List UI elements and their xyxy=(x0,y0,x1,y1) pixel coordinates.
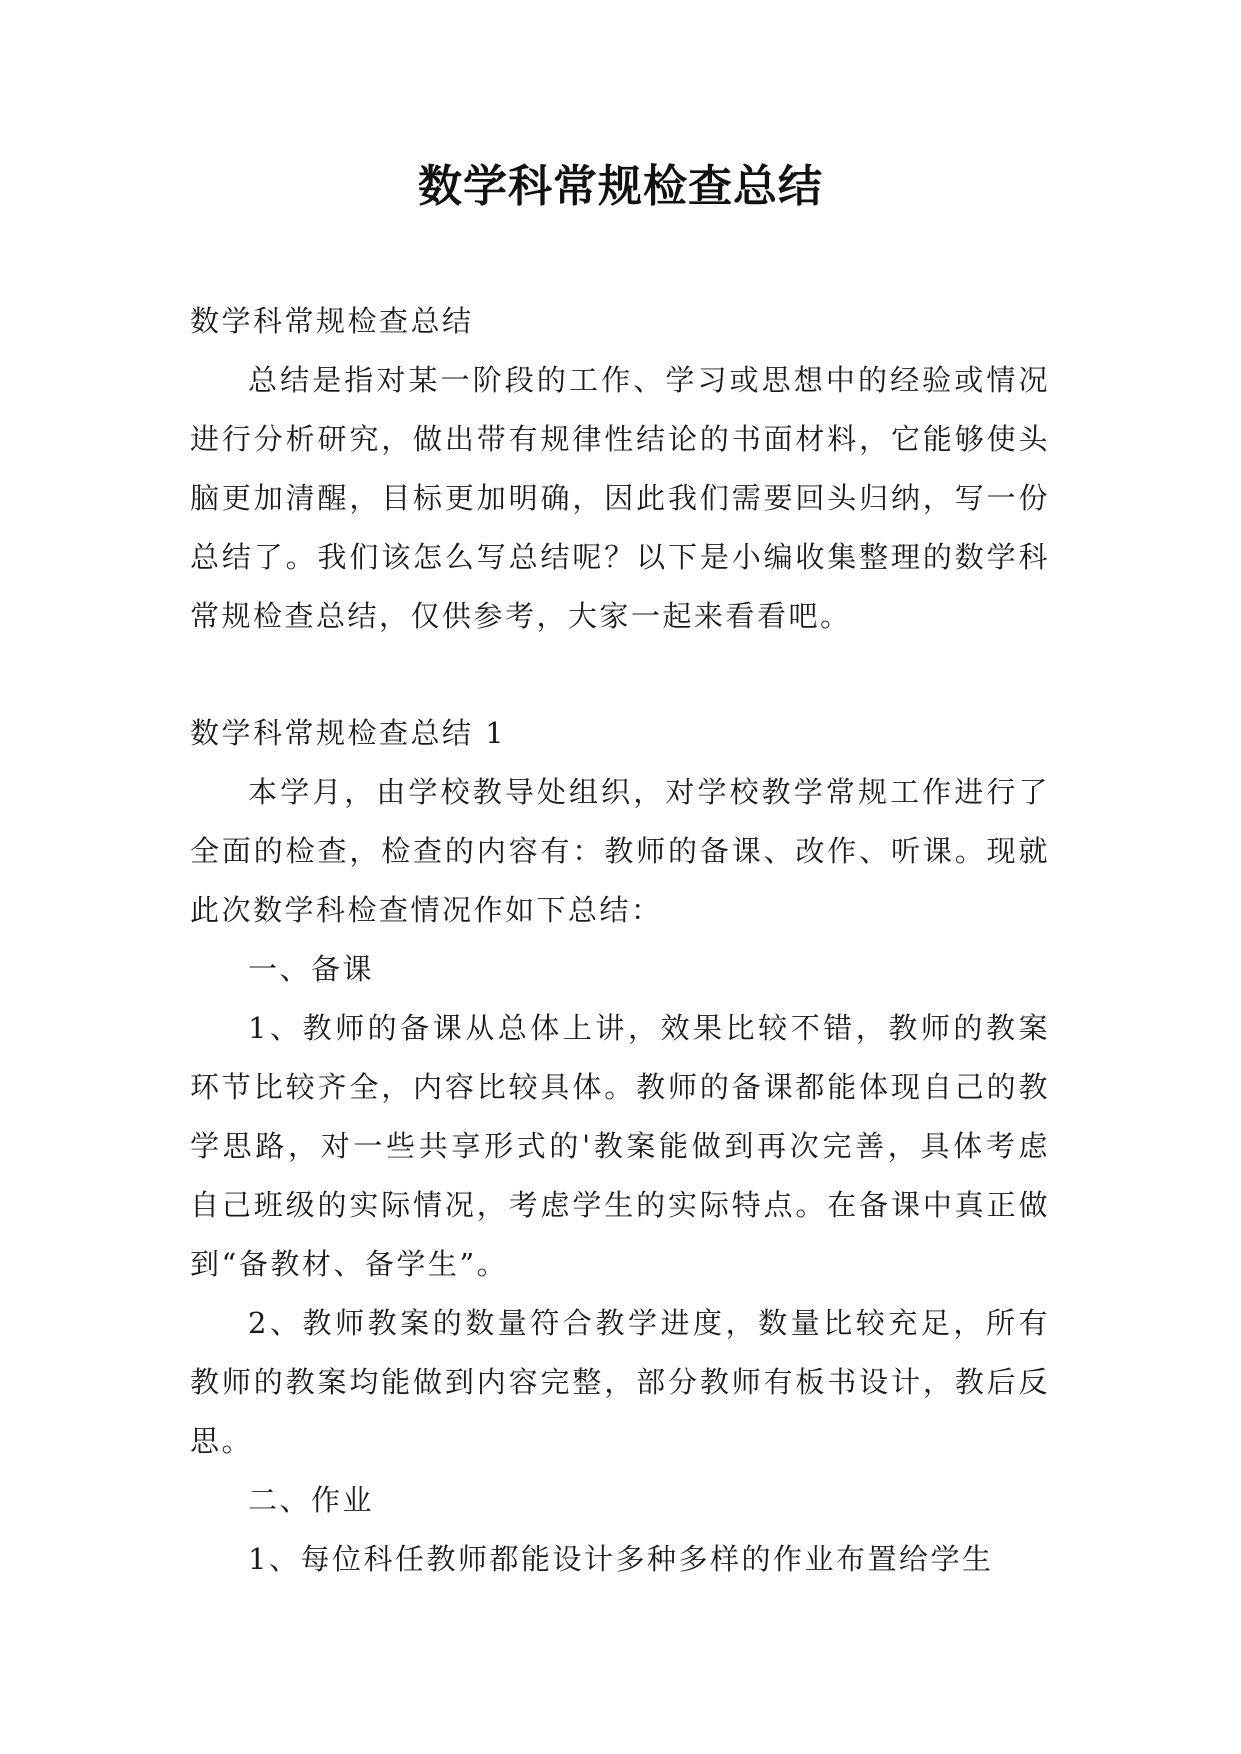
list-item: 2、教师教案的数量符合教学进度，数量比较充足，所有教师的教案均能做到内容完整，部分教师有板书设计，教后反思。 xyxy=(190,1306,1050,1458)
intro-paragraph: 总结是指对某一阶段的工作、学习或思想中的经验或情况进行分析研究，做出带有规律性结论的书面材料，它能够使头脑更加清醒，目标更加明确，因此我们需要回头归纳，写一份总结了。我们该怎么写总结呢？以下是小编收集整理的数学科常规检查总结，仅供参考，大家一起来看看吧。 xyxy=(190,363,1050,633)
subheading-lesson-prep: 一、备课 xyxy=(248,952,375,986)
subheading-homework: 二、作业 xyxy=(248,1483,375,1517)
section-heading: 数学科常规检查总结 1 xyxy=(190,716,507,750)
document-body xyxy=(190,292,1050,1589)
list-item: 1、教师的备课从总体上讲，效果比较不错，教师的教案环节比较齐全，内容比较具体。教师的备课都能体现自己的教学思路，对一些共享形式的'教案能做到再次完善，具体考虑自己班级的实际情况，考虑学生的实际特点。在备课中真正做到“备教材、备学生”。 xyxy=(190,1011,1050,1281)
section-paragraph: 本学月，由学校教导处组织，对学校教学常规工作进行了全面的检查，检查的内容有：教师的备课、改作、听课。现就此次数学科检查情况作如下总结： xyxy=(190,775,1050,927)
list-item: 1、每位科任教师都能设计多种多样的作业布置给学生 xyxy=(248,1542,994,1576)
document-title: 数学科常规检查总结 xyxy=(418,161,823,212)
intro-heading: 数学科常规检查总结 xyxy=(190,304,474,338)
section-spacer xyxy=(190,646,1050,704)
